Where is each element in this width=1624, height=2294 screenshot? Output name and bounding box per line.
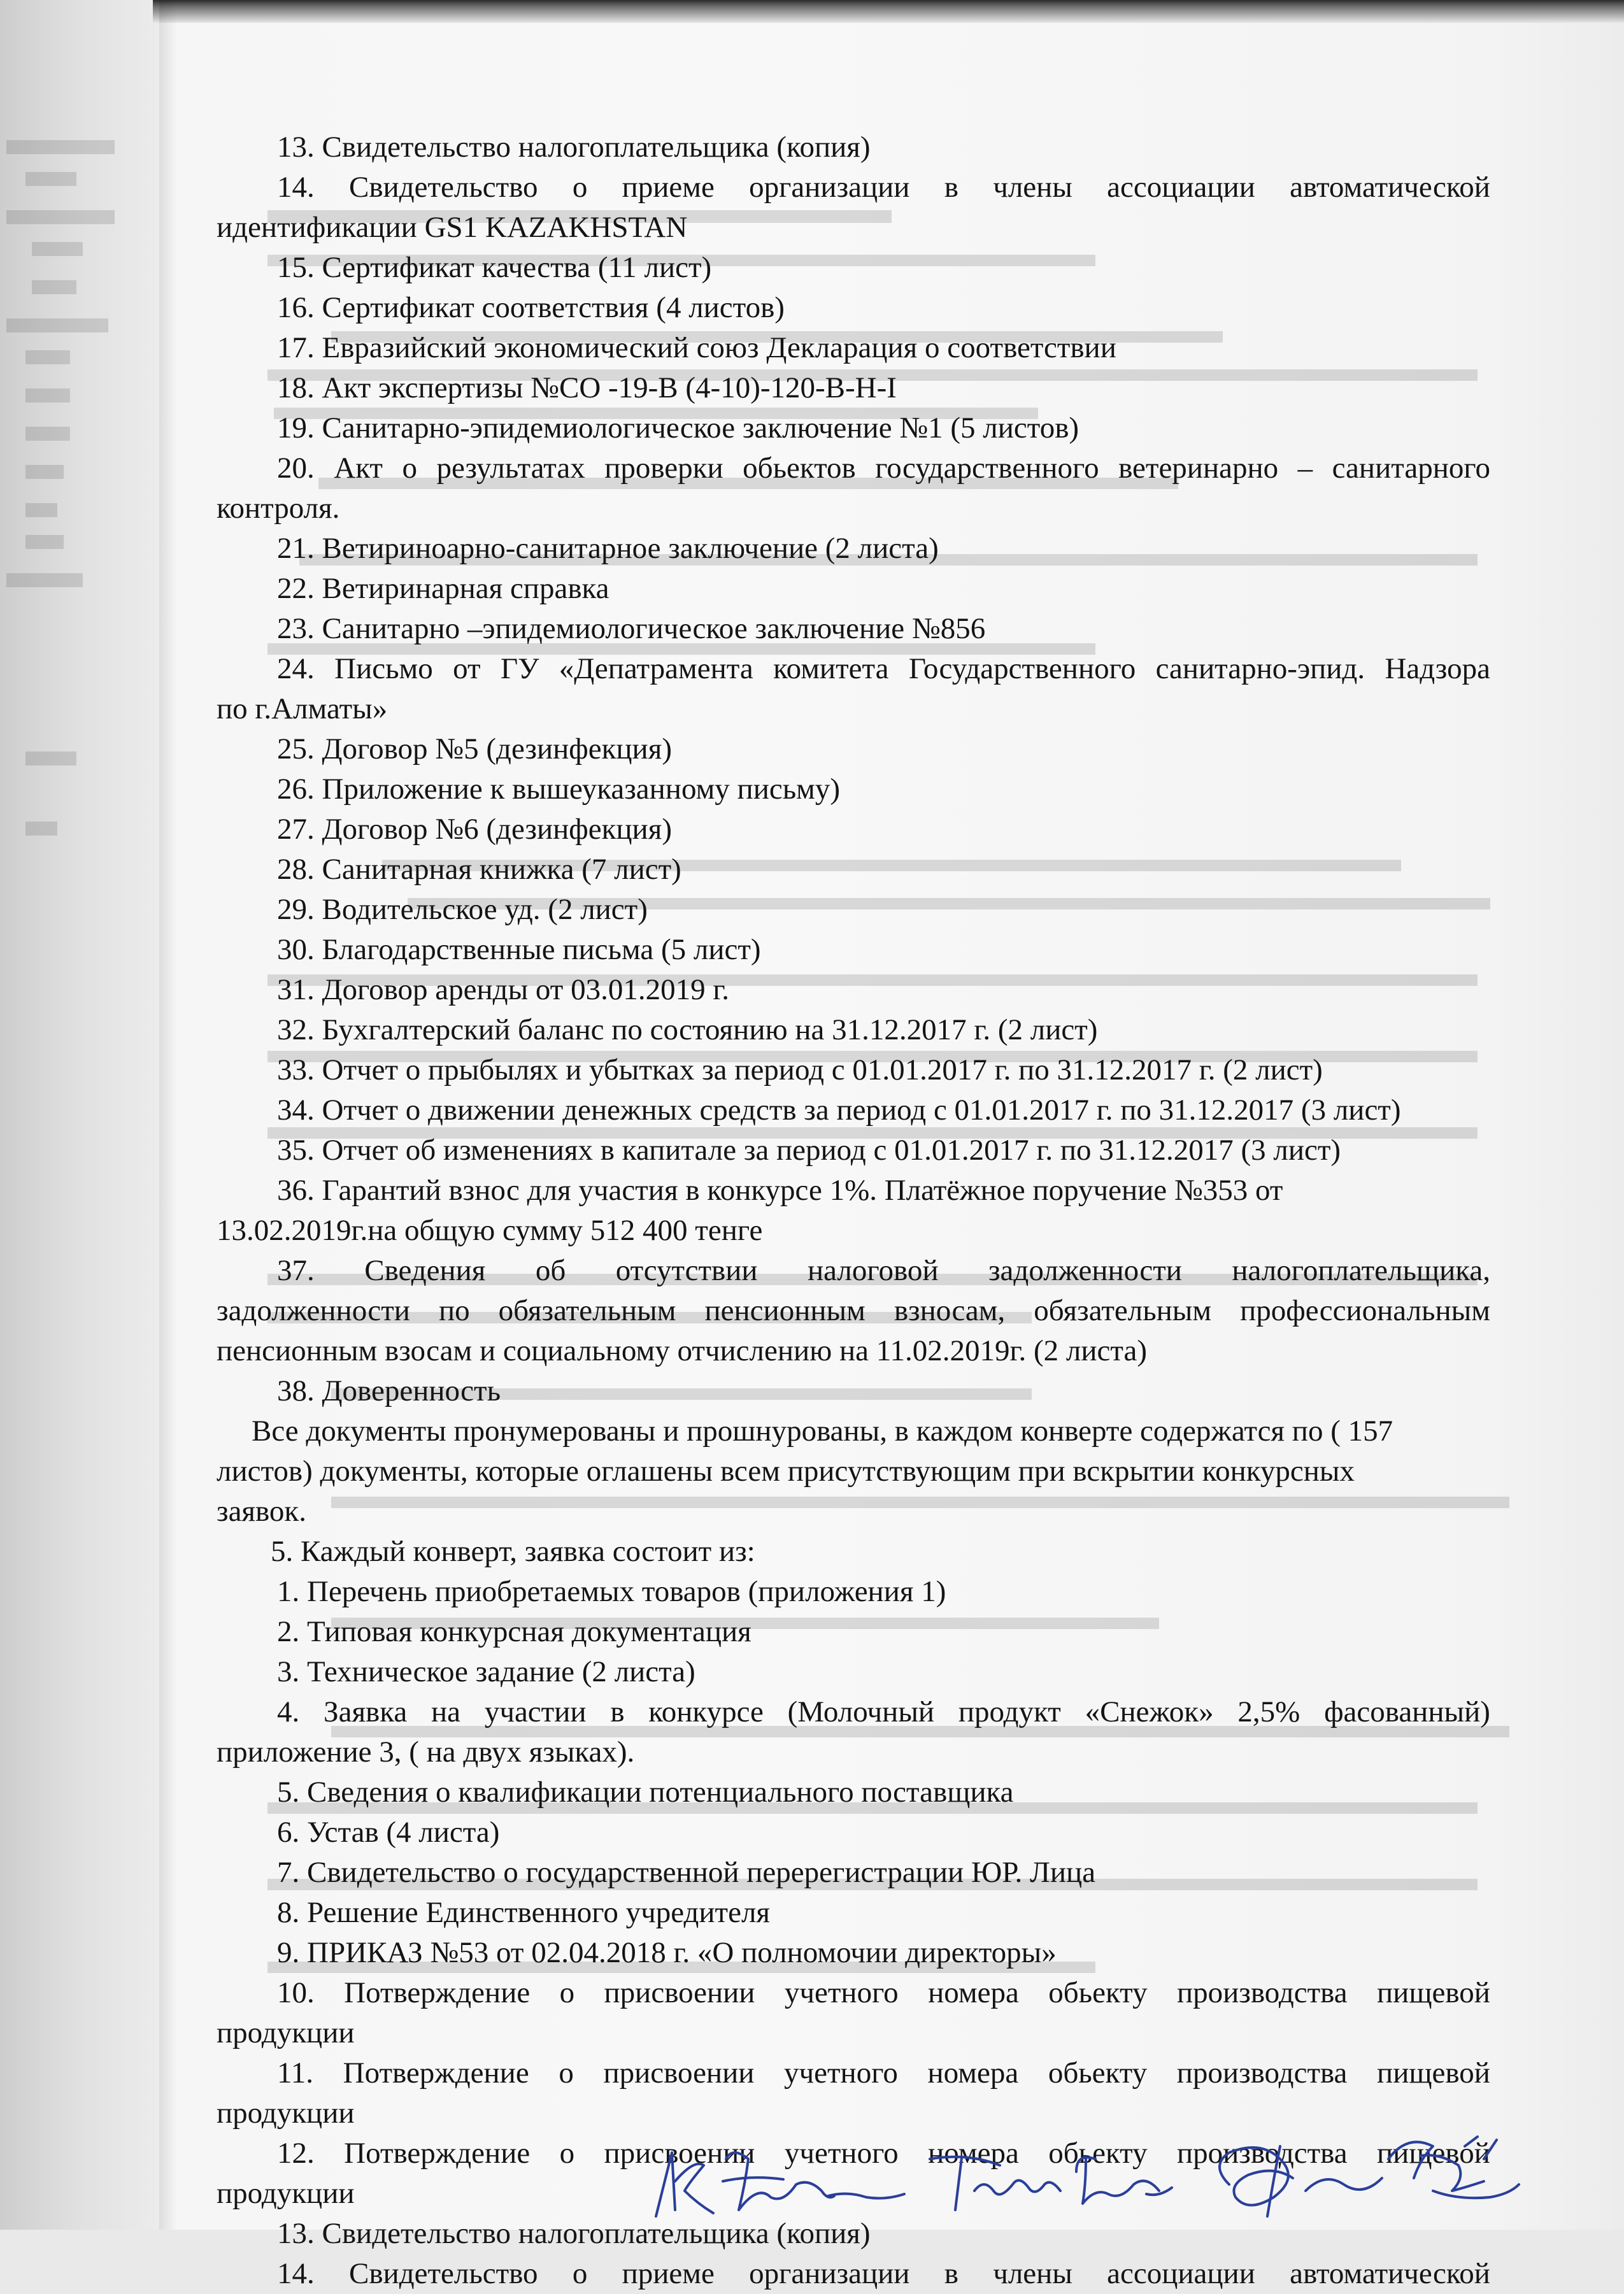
- list-item-continuation: приложение 3, ( на двух языках).: [217, 1735, 635, 1769]
- list-item: 37. Сведения об отсутствии налоговой задолженности налогоплательщика,: [277, 1254, 1490, 1287]
- list-item: 9. ПРИКАЗ №53 от 02.04.2018 г. «О полномочии директоры»: [277, 1936, 1057, 1969]
- list-item: 14. Свидетельство о приеме организации в члены ассоциации автоматической: [277, 2257, 1490, 2290]
- list-item: 29. Водительское уд. (2 лист): [277, 893, 648, 926]
- list-item: 20. Акт о результатах проверки обьектов государственного ветеринарно – санитарного: [277, 452, 1490, 485]
- list-item: 16. Сертификат соответствия (4 листов): [277, 291, 785, 324]
- signature-2: [930, 2157, 1172, 2210]
- list-item: 12. Потверждение о присвоении учетного номера обьекту производства пищевой: [277, 2137, 1490, 2170]
- list-item: 32. Бухгалтерский баланс по состоянию на 31.12.2017 г. (2 лист): [277, 1013, 1098, 1046]
- list-item: 36. Гарантий взнос для участия в конкурсе 1%. Платёжное поручение №353 от: [277, 1174, 1283, 1207]
- list-item: 3. Техническое задание (2 листа): [277, 1655, 695, 1688]
- list-item-continuation: по г.Алматы»: [217, 692, 388, 725]
- list-item-continuation: продукции: [217, 2097, 355, 2130]
- signature-1: [656, 2153, 904, 2216]
- list-item: 5. Сведения о квалификации потенциального поставщика: [277, 1776, 1014, 1809]
- list-item-continuation: продукции: [217, 2177, 355, 2210]
- signatures-row: [637, 2121, 1528, 2223]
- list-item: 18. Акт экспертизы №СО -19-В (4-10)-120-В-Н-I: [277, 371, 897, 404]
- list-item: 15. Сертификат качества (11 лист): [277, 251, 712, 284]
- list-item: 38. Доверенность: [277, 1374, 501, 1407]
- list-item: 19. Санитарно-эпидемиологическое заключение №1 (5 листов): [277, 411, 1079, 445]
- document-body: [217, 127, 1490, 2294]
- list-item: 7. Свидетельство о государственной перерегистрации ЮР. Лица: [277, 1856, 1096, 1889]
- list-item: 31. Договор аренды от 03.01.2019 г.: [277, 973, 730, 1006]
- list-item: 17. Евразийский экономический союз Декларация о соответствии: [277, 331, 1116, 364]
- list-item: 28. Санитарная книжка (7 лист): [277, 853, 681, 886]
- list-item: 34. Отчет о движении денежных средств за период с 01.01.2017 г. по 31.12.2017 (3 лист): [277, 1094, 1401, 1127]
- list-item: 23. Санитарно –эпидемиологическое заключение №856: [277, 612, 986, 645]
- signatures-svg: [637, 2121, 1528, 2223]
- list-item-continuation: продукции: [217, 2016, 355, 2049]
- list-item-continuation: 13.02.2019г.на общую сумму 512 400 тенге: [217, 1214, 763, 1247]
- list-item: 30. Благодарственные письма (5 лист): [277, 933, 761, 966]
- list-item: 14. Свидетельство о приеме организации в члены ассоциации автоматической: [277, 171, 1490, 204]
- list-item: 6. Устав (4 листа): [277, 1816, 500, 1849]
- adjacent-page-edge: [0, 0, 159, 2230]
- paragraph-line: листов) документы, которые оглашены всем присутствующим при вскрытии конкурсных: [217, 1455, 1355, 1488]
- paragraph-line: Все документы пронумерованы и прошнурованы, в каждом конверте содержатся по ( 157: [252, 1414, 1393, 1448]
- list-item: 25. Договор №5 (дезинфекция): [277, 732, 672, 766]
- list-item: 21. Ветириноарно-санитарное заключение (2 листа): [277, 532, 939, 565]
- list-item-continuation: идентификации GS1 KAZAKHSTAN: [217, 211, 688, 244]
- scan-top-shadow: [153, 0, 1624, 23]
- list-item: 27. Договор №6 (дезинфекция): [277, 813, 672, 846]
- list-item: 33. Отчет о прыбылях и убытках за период с 01.01.2017 г. по 31.12.2017 г. (2 лист): [277, 1053, 1323, 1086]
- page-fold-shadow: [159, 0, 177, 2230]
- section-heading: 5. Каждый конверт, заявка состоит из:: [271, 1535, 755, 1568]
- list-item: 22. Ветиринарная справка: [277, 572, 609, 605]
- list-item: 26. Приложение к вышеуказанному письму): [277, 773, 841, 806]
- list-item: 13. Свидетельство налогоплательщика (копия): [277, 2217, 871, 2250]
- signature-3: [1220, 2137, 1519, 2216]
- list-item: 4. Заявка на участии в конкурсе (Молочный продукт «Снежок» 2,5% фасованный): [277, 1695, 1490, 1728]
- paragraph-line: заявок.: [217, 1495, 306, 1528]
- list-item-continuation: контроля.: [217, 492, 340, 525]
- list-item: 1. Перечень приобретаемых товаров (приложения 1): [277, 1575, 946, 1608]
- list-item: 8. Решение Единственного учредителя: [277, 1896, 771, 1929]
- list-item-continuation: задолженности по обязательным пенсионным взносам, обязательным профессиональным: [217, 1294, 1490, 1327]
- list-item: 2. Типовая конкурсная документация: [277, 1615, 751, 1648]
- list-item: 10. Потверждение о присвоении учетного номера обьекту производства пищевой: [277, 1976, 1490, 2009]
- list-item: 24. Письмо от ГУ «Депатрамента комитета Государственного санитарно-эпид. Надзора: [277, 652, 1490, 685]
- list-item-continuation: пенсионным взосам и социальному отчислению на 11.02.2019г. (2 листа): [217, 1334, 1148, 1367]
- list-item: 11. Потверждение о присвоении учетного номера обьекту производства пищевой: [277, 2056, 1490, 2090]
- list-item: 35. Отчет об изменениях в капитале за период с 01.01.2017 г. по 31.12.2017 (3 лист): [277, 1134, 1341, 1167]
- list-item: 13. Свидетельство налогоплательщика (копия): [277, 131, 871, 164]
